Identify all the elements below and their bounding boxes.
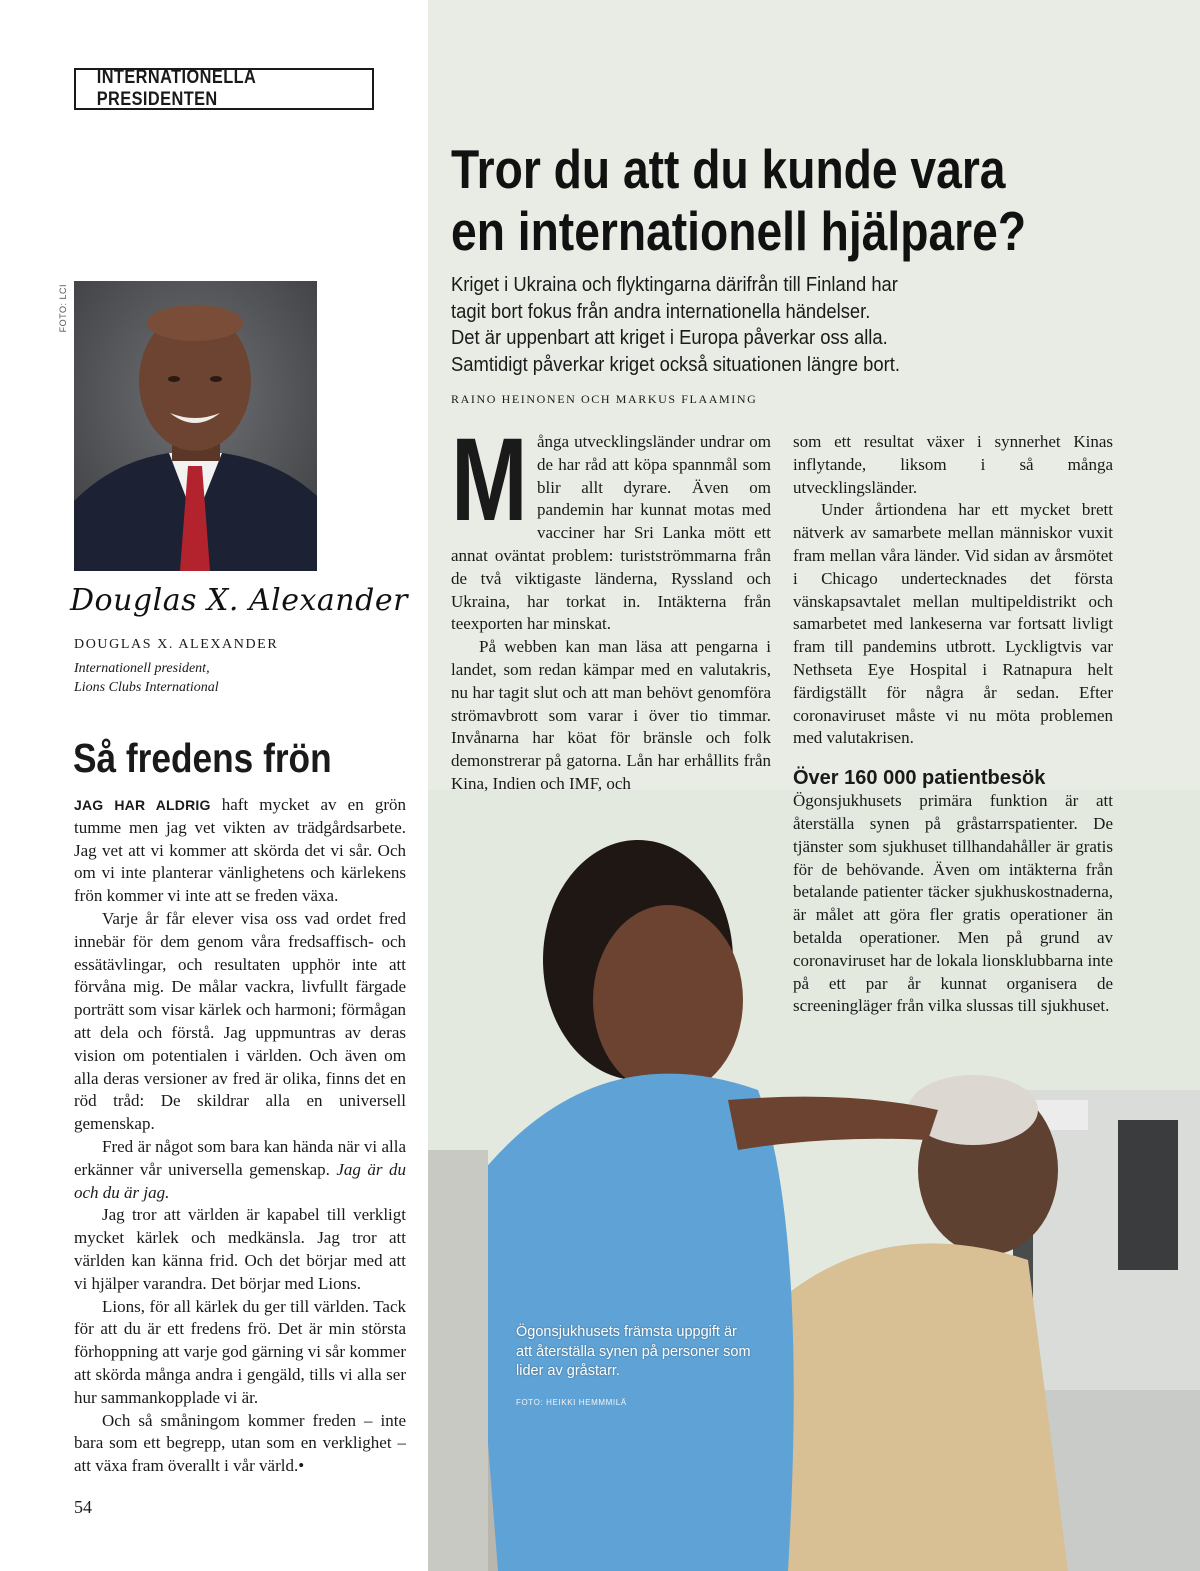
emphasis-text: Jag är du och du är jag.: [74, 1159, 406, 1202]
paragraph: Varje år får elever visa oss vad ordet fred innebär för dem genom våra fredsaffisch- och essätävlingar, och resultaten upphör inte att förvåna mig. De målar vackra, livfullt färgade porträtt som visar kärlek och harmoni; förmågan att dela och förstå. Jag uppmuntras av deras vision om potentialen i världen. Och även om alla deras versioner av fred är olika, finns det en röd tråd: De skildrar alla en universell gemenskap.: [74, 908, 406, 1134]
paragraph: Och så småningom kommer freden – inte bara som ett begrepp, utan som en verklighet – att växa fram överallt i vår värld.•: [74, 1410, 406, 1476]
title-line: en internationell hjälpare?: [451, 200, 1027, 262]
lead-line: tagit bort fokus från andra internationella händelser.: [451, 300, 871, 323]
author-title: [74, 659, 219, 697]
president-portrait: [74, 281, 317, 571]
paragraph: Lions, för all kärlek du ger till världen. Tack för att du är ett fredens frö. Det är min största förhoppning att varje god gärning vi sår kommer att skörda många andra i gengäld, tills vi alla ser hur sammankopplade vi är.: [74, 1296, 406, 1407]
paragraph: Jag tror att världen är kapabel till verkligt mycket kärlek och medkänsla. Jag tror att världen kan känna frid. Och det börjar med att vi hjälper varandra. Det börjar med Lions.: [74, 1205, 406, 1293]
left-article-heading: Så fredens frön: [73, 735, 332, 781]
byline: RAINO HEINONEN OCH MARKUS FLAAMING: [451, 392, 758, 406]
lead-line: Kriget i Ukraina och flyktingarna därifrån till Finland har: [451, 274, 898, 296]
author-title-line: Lions Clubs International: [74, 680, 219, 695]
paragraph-text: Fred är något som bara kan hända när vi alla erkänner vår universella gemenskap.: [74, 1136, 406, 1179]
paragraph-text: ånga utvecklingsländer undrar om de har råd att köpa spannmål som blir allt dyrare. Även om pandemin har kunnat motas med vacciner har Sri Lanka mött ett annat oväntat problem: turistströmmarna från de två viktigaste länderna, Ryssland och Ukraina, har torkat in. Intäkterna från teexporten har minskat.: [451, 432, 771, 634]
author-title-line: Internationell president,: [74, 661, 210, 676]
left-article-body: [74, 794, 406, 1478]
lead-caps: JAG HAR ALDRIG: [74, 797, 211, 813]
photo-credit: FOTO: HEIKKI HEMMMILÄ: [516, 1398, 627, 1407]
paragraph: [74, 1136, 406, 1204]
drop-cap: M: [451, 414, 528, 546]
paragraph: Ögonsjukhusets primära funktion är att återställa synen på gråstarrspatienter. De tjänster som sjukhuset tillhandahåller är gratis för de behövande. Även om intäkterna från betalande patienter täcker sjukhuskostnaderna, är målet att göra fler gratis operationer än betalda operationer. Men på grund av coronaviruset har de lokala lionsklubbarna inte på ett par år kunnat organisera de screeningläger från vilka slussas till sjukhuset.: [793, 791, 1113, 1016]
paragraph: På webben kan man läsa att pengarna i landet, som redan kämpar med en valutakris, nu har tagit slut och att man behövt genomföra strömavbrott som varar i över tio timmar. Invånarna har köat för bränsle och folk demonstrerar på gatorna. Lån har erhållits från Kina, Indien och IMF, och: [451, 637, 771, 793]
section-label: INTERNATIONELLA PRESIDENTEN: [74, 68, 374, 110]
paragraph-text: haft mycket av en grön tumme men jag vet vikten av trädgårdsarbete. Jag vet att vi kommer att skörda det vi sår. Och om vi inte planterar vänlighetens och kärlekens frön kommer vi inte att se freden växa.: [74, 795, 406, 906]
paragraph: som ett resultat växer i synnerhet Kinas inflytande, liksom i så många utvecklingsländer.: [793, 432, 1113, 497]
paragraph: [451, 414, 771, 636]
main-article-lead: [451, 272, 966, 378]
main-article-column-2: [793, 431, 1113, 1018]
signature: Douglas X. Alexander: [70, 583, 408, 618]
author-name: DOUGLAS X. ALEXANDER: [74, 637, 279, 652]
paragraph: Under årtiondena har ett mycket brett nätverk av samarbete mellan människor vuxit fram mellan våra länder. Vid sidan av årsmötet i Chicago undertecknades det första vänskapsavtalet mellan multipeldistrikt och samarbetet med lankeserna var fortsatt livligt fram till pandemins utbrott. Lyckligtvis var Nethseta Eye Hospital i Ratnapura helt färdigställt för några år sedan. Efter coronaviruset måste vi nu möta problemen med valutakrisen.: [793, 500, 1113, 748]
main-article-column-1: [451, 414, 771, 796]
lead-line: Det är uppenbart att kriget i Europa påverkar oss alla.: [451, 327, 888, 349]
main-article-title: [451, 138, 1026, 262]
lead-line: Samtidigt påverkar kriget också situationen längre bort.: [451, 353, 900, 376]
paragraph: [74, 794, 406, 908]
subheading: Över 160 000 patientbesök: [793, 767, 1046, 790]
photo-caption: Ögonsjukhusets främsta uppgift är att återställa synen på personer som lider av gråstarr.: [516, 1324, 751, 1379]
page-number: 54: [74, 1497, 92, 1517]
title-line: Tror du att du kunde vara: [451, 138, 1006, 200]
portrait-photo-credit: FOTO: LCI: [58, 284, 68, 333]
